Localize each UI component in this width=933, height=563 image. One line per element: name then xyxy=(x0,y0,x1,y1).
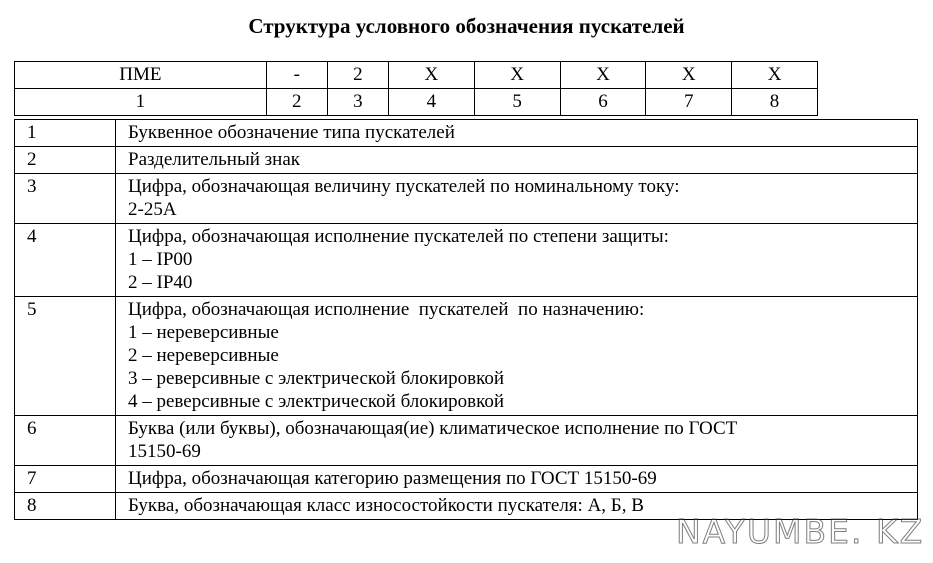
row-number: 2 xyxy=(15,147,116,174)
row-number: 8 xyxy=(15,493,116,520)
code-cell: Х xyxy=(646,62,732,89)
description-line: 1 – IP00 xyxy=(128,249,193,270)
description-line: 2-25А xyxy=(128,199,177,220)
row-description xyxy=(116,147,918,174)
index-cell: 1 xyxy=(15,89,267,116)
code-cell: ПМЕ xyxy=(15,62,267,89)
index-cell: 8 xyxy=(732,89,818,116)
table-row xyxy=(15,147,918,174)
row-description xyxy=(116,466,918,493)
table-row xyxy=(15,416,918,466)
description-line: 3 – реверсивные с электрической блокировкой xyxy=(128,368,505,389)
row-description xyxy=(116,297,918,416)
row-description xyxy=(116,120,918,147)
index-cell: 4 xyxy=(388,89,474,116)
row-number: 5 xyxy=(15,297,116,416)
table-row xyxy=(15,174,918,224)
description-line: Буква, обозначающая класс износостойкости пускателя: А, Б, В xyxy=(128,495,644,516)
index-row xyxy=(15,89,818,116)
table-row xyxy=(15,120,918,147)
index-cell: 2 xyxy=(266,89,327,116)
description-line: Буквенное обозначение типа пускателей xyxy=(128,122,455,143)
description-line: 15150-69 xyxy=(128,441,201,462)
description-line: Цифра, обозначающая исполнение пускателей по степени защиты: xyxy=(128,226,669,247)
index-cell: 7 xyxy=(646,89,732,116)
row-number: 7 xyxy=(15,466,116,493)
index-cell: 3 xyxy=(327,89,388,116)
row-description xyxy=(116,174,918,224)
code-cell: Х xyxy=(732,62,818,89)
table-row xyxy=(15,297,918,416)
description-line: 4 – реверсивные с электрической блокировкой xyxy=(128,391,505,412)
row-number: 1 xyxy=(15,120,116,147)
description-line: Цифра, обозначающая величину пускателей по номинальному току: xyxy=(128,176,680,197)
description-line: 2 – нереверсивные xyxy=(128,345,279,366)
description-line: 1 – нереверсивные xyxy=(128,322,279,343)
row-description xyxy=(116,224,918,297)
row-description xyxy=(116,416,918,466)
code-cell: Х xyxy=(560,62,646,89)
description-line: 2 – IP40 xyxy=(128,272,193,293)
description-line: Разделительный знак xyxy=(128,149,300,170)
row-description xyxy=(116,493,918,520)
table-row xyxy=(15,493,918,520)
code-cell: - xyxy=(266,62,327,89)
code-cell: 2 xyxy=(327,62,388,89)
code-row xyxy=(15,62,818,89)
designation-code-table xyxy=(14,61,818,116)
row-number: 3 xyxy=(15,174,116,224)
row-number: 6 xyxy=(15,416,116,466)
watermark: NAYUMBE. KZ xyxy=(676,512,925,551)
code-cell: Х xyxy=(388,62,474,89)
table-row xyxy=(15,224,918,297)
index-cell: 5 xyxy=(474,89,560,116)
description-line: Цифра, обозначающая исполнение пускателей по назначению: xyxy=(128,299,645,320)
description-table xyxy=(14,119,918,520)
page-title: Структура условного обозначения пускателей xyxy=(248,14,685,38)
index-cell: 6 xyxy=(560,89,646,116)
table-row xyxy=(15,466,918,493)
description-line: Цифра, обозначающая категорию размещения по ГОСТ 15150-69 xyxy=(128,468,657,489)
description-line: Буква (или буквы), обозначающая(ие) климатическое исполнение по ГОСТ xyxy=(128,418,738,439)
code-cell: Х xyxy=(474,62,560,89)
row-number: 4 xyxy=(15,224,116,297)
